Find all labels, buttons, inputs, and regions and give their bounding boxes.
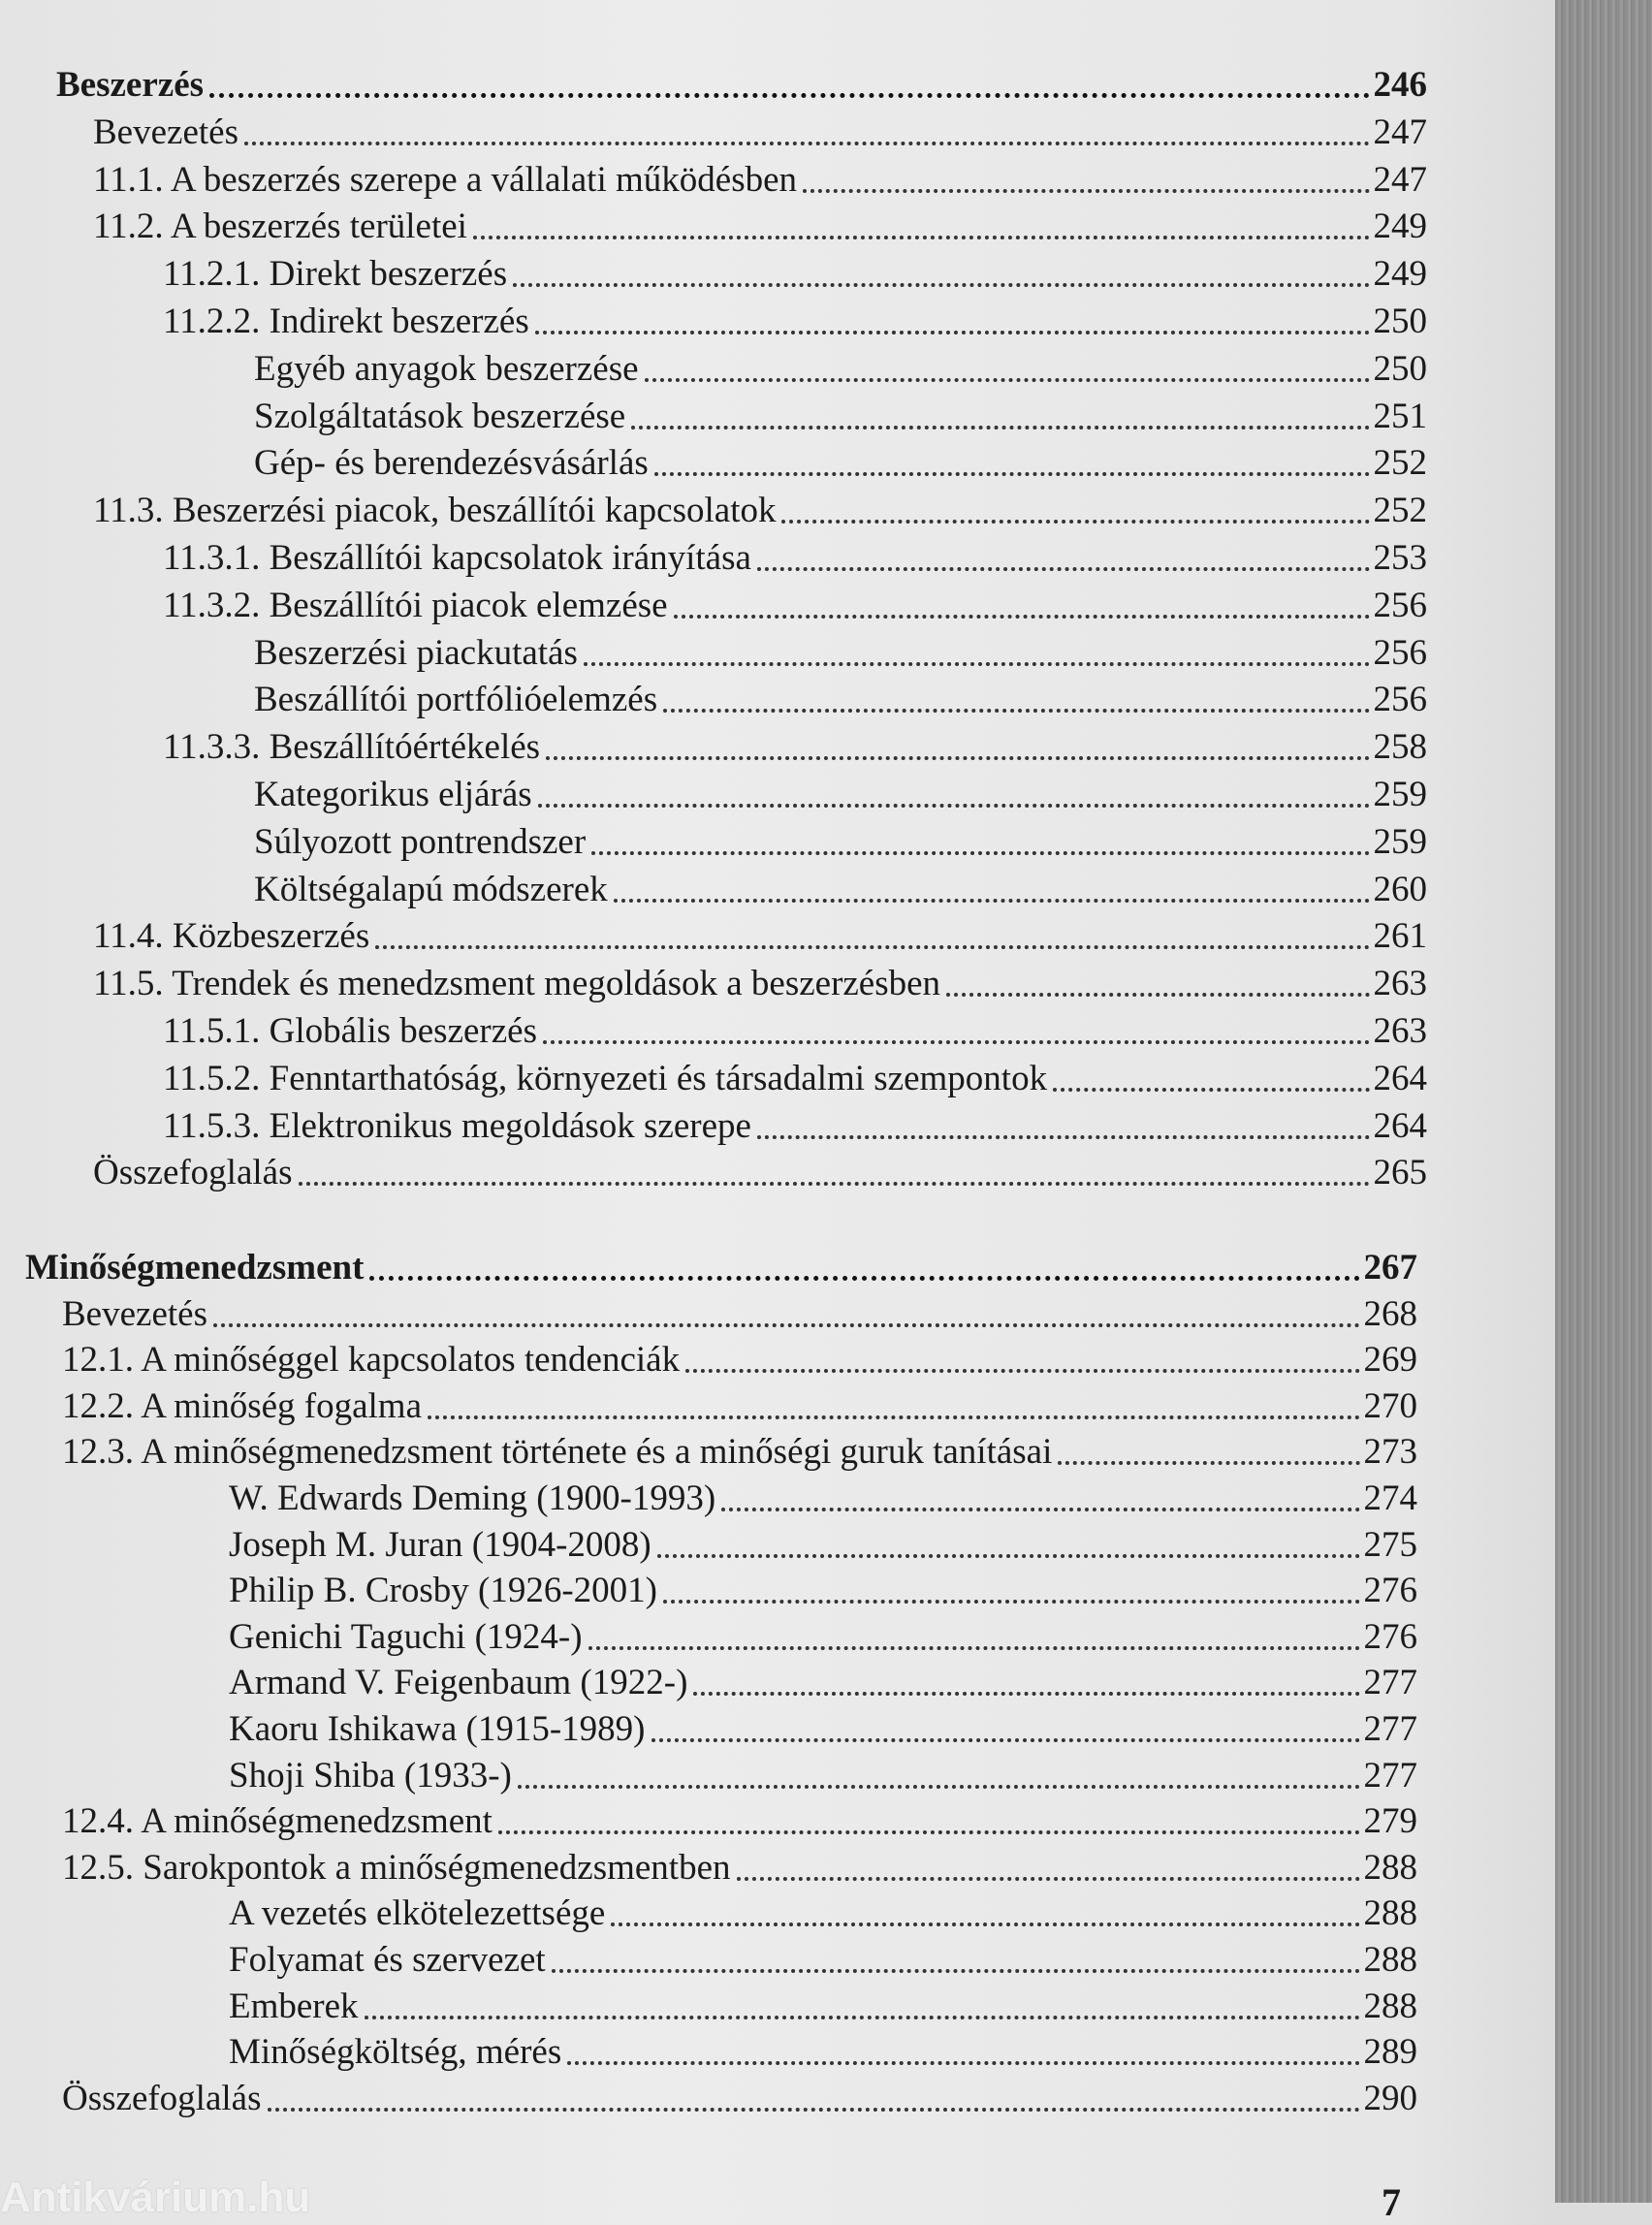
toc-entry (229, 1660, 1417, 1706)
entry-page-number: 252 (1373, 491, 1427, 531)
dot-leader (737, 1877, 1360, 1881)
dot-leader (685, 1369, 1359, 1373)
entry-page-number: 256 (1373, 632, 1427, 673)
entry-page-number: 288 (1363, 1940, 1417, 1980)
dot-leader (543, 1040, 1370, 1044)
entry-title: 11.5.2. Fenntarthatóság, környezeti és társadalmi szempontok (163, 1058, 1048, 1098)
dot-leader (663, 709, 1369, 713)
entry-page-number: 276 (1363, 1571, 1417, 1611)
entry-page-number: 249 (1373, 207, 1427, 247)
entry-page-number: 289 (1363, 2032, 1417, 2073)
entry-page-number: 270 (1363, 1385, 1417, 1426)
dot-leader (611, 1923, 1359, 1926)
entry-title: Beszállítói portfólióelemzés (254, 680, 658, 720)
entry-title: 11.3.2. Beszállítói piacok elemzése (163, 585, 668, 625)
entry-page-number: 288 (1363, 1893, 1417, 1934)
entry-page-number: 273 (1363, 1432, 1417, 1473)
dot-leader (1053, 1088, 1369, 1092)
toc-entry (93, 110, 1427, 156)
page-number: 7 (1382, 2180, 1401, 2224)
entry-page-number: 263 (1373, 1011, 1427, 1051)
toc-entry (229, 1984, 1417, 2030)
entry-page-number: 264 (1373, 1105, 1427, 1146)
watermark: Antikvárium.hu (0, 2174, 311, 2221)
entry-page-number: 256 (1373, 585, 1427, 625)
toc-entry (163, 724, 1427, 771)
dot-leader (498, 1830, 1360, 1834)
toc-entry (93, 157, 1427, 204)
toc-entry (163, 583, 1427, 629)
entry-page-number: 288 (1363, 1986, 1417, 2026)
dot-leader (244, 142, 1370, 145)
entry-title: 11.5.1. Globális beszerzés (163, 1011, 537, 1051)
entry-title: Minőségmenedzsment (25, 1248, 365, 1287)
entry-page-number: 253 (1373, 538, 1427, 578)
toc-entry (62, 1337, 1417, 1383)
entry-title: Egyéb anyagok beszerzése (254, 348, 639, 389)
entry-title: 12.1. A minőséggel kapcsolatos tendenciák (62, 1340, 681, 1381)
dot-leader (651, 1738, 1360, 1742)
entry-title: Beszerzés (56, 65, 205, 105)
toc-chapter-entry (25, 1245, 1417, 1291)
entry-page-number: 251 (1373, 396, 1427, 436)
dot-leader (546, 756, 1369, 760)
dot-leader (209, 93, 1369, 98)
entry-title: 11.4. Közbeszerzés (93, 916, 370, 957)
entry-title: Súlyozott pontrendszer (254, 821, 587, 862)
dot-leader (428, 1415, 1360, 1419)
dot-leader (721, 1508, 1359, 1511)
toc-entry (93, 204, 1427, 250)
dot-leader (657, 1554, 1360, 1558)
entry-page-number: 279 (1363, 1801, 1417, 1842)
entry-title: Gép- és berendezésvásárlás (254, 443, 649, 484)
entry-title: Shoji Shiba (1933-) (229, 1755, 512, 1796)
entry-page-number: 275 (1363, 1524, 1417, 1565)
entry-page-number: 249 (1373, 254, 1427, 295)
toc-entry (163, 1103, 1427, 1150)
dot-leader (588, 1646, 1360, 1650)
entry-page-number: 247 (1373, 111, 1427, 152)
entry-page-number: 261 (1373, 916, 1427, 957)
toc-entry (254, 346, 1427, 393)
entry-page-number: 250 (1373, 348, 1427, 389)
toc-entry (229, 1937, 1417, 1984)
dot-leader (674, 615, 1370, 619)
toc-entry (254, 630, 1427, 677)
entry-page-number: 256 (1373, 680, 1427, 720)
dot-leader (299, 1182, 1370, 1186)
entry-title: Joseph M. Juran (1904-2008) (229, 1524, 651, 1565)
toc-entry (254, 394, 1427, 440)
entry-page-number: 250 (1373, 302, 1427, 341)
dot-leader (803, 189, 1369, 193)
dot-leader (369, 1276, 1359, 1281)
entry-page-number: 264 (1373, 1058, 1427, 1098)
dot-leader (614, 899, 1370, 903)
dot-leader (567, 2061, 1359, 2065)
entry-page-number: 246 (1373, 65, 1427, 105)
entry-title: 12.5. Sarokpontok a minőségmenedzsmentben (62, 1847, 731, 1888)
dot-leader (213, 1323, 1360, 1327)
entry-title: 11.5. Trendek és menedzsment megoldások a beszerzésben (93, 964, 941, 1004)
toc-entry (254, 677, 1427, 723)
toc-entry (163, 1056, 1427, 1102)
dot-leader (552, 1969, 1360, 1973)
toc-entry (93, 961, 1427, 1007)
entry-title: 11.1. A beszerzés szerepe a vállalati működésben (93, 159, 798, 200)
toc-entry (254, 819, 1427, 866)
dot-leader (1058, 1461, 1359, 1465)
toc-entry (254, 772, 1427, 818)
entry-title: Minőségköltség, mérés (229, 2032, 562, 2073)
entry-title: Költségalapú módszerek (254, 869, 608, 909)
dot-leader (473, 236, 1370, 239)
toc-entry (93, 913, 1427, 960)
dot-leader (538, 804, 1370, 808)
entry-title: Armand V. Feigenbaum (1922-) (229, 1663, 688, 1703)
entry-title: Szolgáltatások beszerzése (254, 396, 626, 436)
toc-entry (229, 1706, 1417, 1753)
toc-chapter-entry (56, 62, 1427, 109)
entry-page-number: 277 (1363, 1709, 1417, 1749)
toc-entry (254, 867, 1427, 913)
entry-title: Philip B. Crosby (1926-2001) (229, 1571, 657, 1611)
toc-entry (93, 1150, 1427, 1196)
dot-leader (584, 662, 1370, 666)
toc-entry (62, 1845, 1417, 1891)
toc-entry (229, 1614, 1417, 1661)
entry-page-number: 259 (1373, 775, 1427, 814)
toc-entry (229, 1522, 1417, 1569)
entry-title: 12.2. A minőség fogalma (62, 1385, 422, 1426)
entry-title: Összefoglalás (93, 1153, 293, 1193)
entry-title: 11.5.3. Elektronikus megoldások szerepe (163, 1105, 751, 1146)
toc-entry (163, 299, 1427, 345)
entry-title: Kategorikus eljárás (254, 775, 532, 814)
entry-page-number: 290 (1363, 2078, 1417, 2118)
dot-leader (693, 1692, 1359, 1696)
entry-title: Kaoru Ishikawa (1915-1989) (229, 1709, 646, 1749)
entry-title: 11.3.1. Beszállítói kapcsolatok irányítása (163, 538, 751, 578)
entry-page-number: 265 (1373, 1153, 1427, 1193)
entry-title: 11.3.3. Beszállítóértékelés (163, 727, 541, 768)
entry-title: Emberek (229, 1986, 359, 2026)
entry-title: W. Edwards Deming (1900-1993) (229, 1478, 716, 1518)
entry-page-number: 277 (1363, 1755, 1417, 1796)
entry-page-number: 269 (1363, 1340, 1417, 1381)
toc-entry (229, 2029, 1417, 2076)
entry-page-number: 260 (1373, 869, 1427, 909)
dot-leader (654, 472, 1370, 476)
entry-title: 11.2.1. Direkt beszerzés (163, 254, 508, 295)
dot-leader (518, 1785, 1360, 1789)
dot-leader (375, 945, 1369, 949)
entry-title: Beszerzési piackutatás (254, 632, 578, 673)
toc-entry (229, 1753, 1417, 1799)
dot-leader (268, 2108, 1360, 2112)
entry-title: Genichi Taguchi (1924-) (229, 1616, 583, 1657)
dot-leader (535, 331, 1370, 334)
dot-leader (781, 520, 1369, 524)
toc-entry (62, 1291, 1417, 1338)
dot-leader (591, 851, 1369, 855)
toc-entry (229, 1568, 1417, 1614)
entry-page-number: 276 (1363, 1616, 1417, 1657)
toc-entry (93, 488, 1427, 534)
book-edge (1555, 0, 1652, 2203)
entry-title: 12.3. A minőségmenedzsment története és a minőségi guruk tanításai (62, 1432, 1053, 1473)
entry-title: A vezetés elkötelezettsége (229, 1893, 606, 1934)
toc-entry (163, 1008, 1427, 1055)
dot-leader (757, 567, 1370, 571)
entry-page-number: 252 (1373, 443, 1427, 484)
toc-entry (163, 251, 1427, 298)
entry-page-number: 267 (1363, 1248, 1417, 1287)
toc-entry (62, 1798, 1417, 1845)
toc-entry (229, 1476, 1417, 1522)
toc-entry (254, 440, 1427, 487)
toc-entry (62, 1429, 1417, 1476)
entry-page-number: 288 (1363, 1847, 1417, 1888)
entry-title: 12.4. A minőségmenedzsment (62, 1801, 492, 1842)
toc-entry (163, 535, 1427, 582)
entry-title: Bevezetés (93, 111, 238, 152)
entry-page-number: 247 (1373, 159, 1427, 200)
entry-page-number: 258 (1373, 727, 1427, 768)
toc-entry (229, 1891, 1417, 1937)
dot-leader (365, 2016, 1360, 2019)
dot-leader (757, 1135, 1370, 1139)
toc-entry (62, 1383, 1417, 1430)
entry-page-number: 274 (1363, 1478, 1417, 1518)
entry-title: Összefoglalás (62, 2078, 262, 2118)
entry-title: 11.2.2. Indirekt beszerzés (163, 302, 529, 341)
dot-leader (663, 1600, 1360, 1604)
entry-page-number: 259 (1373, 821, 1427, 862)
entry-title: Folyamat és szervezet (229, 1940, 546, 1980)
entry-page-number: 277 (1363, 1663, 1417, 1703)
dot-leader (631, 426, 1369, 429)
entry-page-number: 268 (1363, 1293, 1417, 1334)
entry-title: 11.3. Beszerzési piacok, beszállítói kapcsolatok (93, 491, 777, 531)
dot-leader (513, 283, 1369, 287)
entry-page-number: 263 (1373, 964, 1427, 1004)
toc-entry (62, 2076, 1417, 2122)
entry-title: Bevezetés (62, 1293, 207, 1334)
dot-leader (645, 378, 1370, 382)
dot-leader (946, 993, 1369, 997)
entry-title: 11.2. A beszerzés területei (93, 207, 467, 247)
